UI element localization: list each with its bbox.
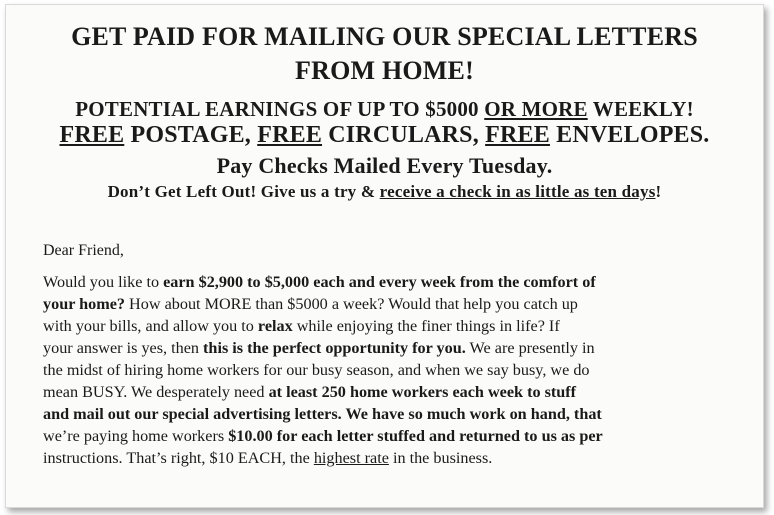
body-line-4-a: your answer is yes, then: [43, 339, 204, 357]
body-line-6-bold: at least 250 home workers each week to stuff: [268, 383, 577, 401]
body-line-5: the midst of hiring home workers for our busy season, and when we say busy, we do: [43, 361, 590, 379]
earnings-text-end: WEEKLY!: [587, 97, 694, 121]
body-line-9: [43, 449, 758, 468]
body-line-3-c: while enjoying the finer things in life? If: [292, 317, 560, 335]
body-line-7: and mail out our special advertising letters. We have so much work on hand, that: [43, 405, 602, 423]
body-line-2-b: How about MORE than $5000 a week? Would that help you catch up: [125, 295, 578, 313]
headline-free-items: [6, 122, 763, 149]
body-line-1-a: Would you like to: [43, 273, 164, 291]
earnings-text-start: POTENTIAL EARNINGS OF UP TO $5000: [75, 97, 485, 121]
scanned-letter: [5, 4, 764, 508]
body-line-3-a: with your bills, and allow you to: [43, 317, 258, 335]
free-postage-underlined: FREE: [59, 122, 125, 148]
body-line-9-underlined: highest rate: [313, 449, 389, 467]
cta-text-start: Don’t Get Left Out! Give us a try &: [107, 182, 380, 201]
headline-call-to-action: [6, 182, 763, 202]
free-circulars-underlined: FREE: [257, 122, 323, 148]
envelopes-text: ENVELOPES.: [549, 122, 710, 148]
headline-main: [6, 22, 763, 52]
salutation: Dear Friend,: [43, 242, 124, 259]
body-line-9-b: in the business.: [388, 449, 493, 467]
free-envelopes-underlined: FREE: [485, 122, 550, 148]
body-line-9-a: instructions. That’s right, $10 EACH, the: [43, 449, 314, 467]
body-line-6-a: mean BUSY. We desperately need: [43, 383, 269, 401]
body-line-6: [43, 383, 758, 402]
headline-main-continued-text: FROM HOME!: [295, 56, 474, 85]
body-line-8: [43, 427, 758, 446]
postage-text: POSTAGE,: [124, 122, 258, 148]
body-line-3-bold: relax: [257, 317, 293, 335]
body-line-2: [43, 295, 758, 314]
body-line-4-c: We are presently in: [465, 339, 595, 357]
cta-text-end: !: [655, 182, 662, 201]
headline-main-text: GET PAID FOR MAILING OUR SPECIAL LETTERS: [71, 22, 698, 51]
body-line-8-bold: $10.00 for each letter stuffed and returned to us as per: [228, 427, 603, 445]
cta-underlined: receive a check in as little as ten days: [379, 182, 656, 201]
body-line-1: [43, 273, 758, 292]
headline-earnings: [6, 97, 763, 122]
headline-main-continued: [6, 56, 763, 86]
body-line-2-bold: your home?: [43, 295, 125, 313]
headline-paychecks: [6, 153, 763, 179]
body-line-3: [43, 317, 758, 336]
body-line-1-bold: earn $2,900 to $5,000 each and every week from the comfort of: [163, 273, 596, 291]
body-line-8-a: we’re paying home workers: [43, 427, 229, 445]
paychecks-text: Pay Checks Mailed Every Tuesday.: [216, 153, 553, 178]
earnings-underlined: OR MORE: [484, 97, 588, 121]
body-line-4-bold: this is the perfect opportunity for you.: [203, 339, 466, 357]
body-line-4: [43, 339, 758, 358]
circulars-text: CIRCULARS,: [322, 122, 486, 148]
